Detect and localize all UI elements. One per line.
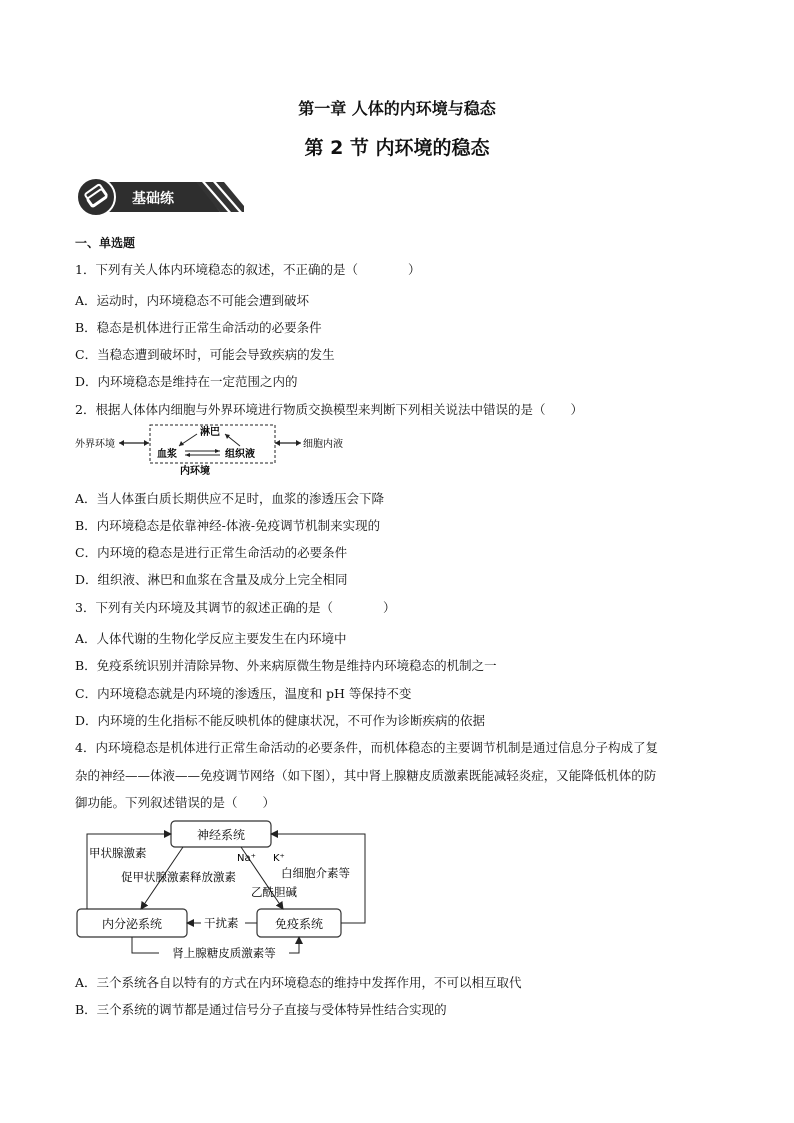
arrow-lymph-plasma (179, 434, 197, 446)
label-na-ion: Na⁺ (237, 853, 256, 864)
question-1-option-b: B．稳态是机体进行正常生命活动的必要条件 (75, 320, 322, 335)
label-intracellular-fluid: 细胞内液 (303, 439, 343, 450)
banner-label: 基础练 (132, 191, 174, 207)
question-2-stem: 2．根据人体体内细胞与外界环境进行物质交换模型来判断下列相关说法中错误的是（ ） (75, 402, 583, 417)
regulation-network-diagram (75, 815, 375, 963)
chapter-title: 第一章 人体的内环境与稳态 (298, 99, 496, 118)
arrow-tissue-lymph (225, 434, 240, 446)
label-plasma: 血浆 (157, 449, 177, 460)
arrow-outer-internal (119, 440, 149, 446)
label-lymph: 淋巴 (200, 427, 220, 438)
label-k-ion: K⁺ (273, 853, 285, 864)
question-3-option-c: C．内环境稳态就是内环境的渗透压，温度和 pH 等保持不变 (75, 686, 412, 701)
label-internal-environment: 内环境 (180, 466, 210, 477)
label-acetylcholine: 乙酰胆碱 (251, 885, 297, 899)
question-4-option-b: B．三个系统的调节都是通过信号分子直接与受体特异性结合实现的 (75, 1002, 447, 1017)
question-1-option-c: C．当稳态遭到破坏时，可能会导致疾病的发生 (75, 347, 335, 362)
question-4-stem-line-2: 杂的神经——体液——免疫调节网络（如下图），其中肾上腺糖皮质激素既能减轻炎症，又能降低机体的防 (75, 768, 657, 783)
question-4-stem-line-1: 4．内环境稳态是机体进行正常生命活动的必要条件，而机体稳态的主要调节机制是通过信息分子构成了复 (75, 740, 658, 755)
question-4-stem-line-3: 御功能。下列叙述错误的是（ ） (75, 795, 276, 810)
label-thyroid-hormone: 甲状腺激素 (89, 846, 147, 860)
question-1-option-a: A．运动时，内环境稳态不可能会遭到破坏 (75, 293, 310, 308)
question-3-option-d: D．内环境的生化指标不能反映机体的健康状况，不可作为诊断疾病的依据 (75, 713, 486, 728)
label-outer-environment: 外界环境 (75, 439, 115, 450)
question-2-option-c: C．内环境的稳态是进行正常生命活动的必要条件 (75, 545, 348, 560)
label-tissue-fluid: 组织液 (225, 449, 255, 460)
question-4-option-a: A．三个系统各自以特有的方式在内环境稳态的维持中发挥作用，不可以相互取代 (75, 975, 522, 990)
question-3-option-a: A．人体代谢的生物化学反应主要发生在内环境中 (75, 631, 347, 646)
question-2-option-b: B．内环境稳态是依靠神经-体液-免疫调节机制来实现的 (75, 518, 381, 533)
question-1-option-d: D．内环境稳态是维持在一定范围之内的 (75, 374, 298, 389)
basic-practice-banner (74, 176, 244, 218)
question-3-option-b: B．免疫系统识别并清除异物、外来病原微生物是维持内环境稳态的机制之一 (75, 658, 497, 673)
exchange-diagram (75, 422, 343, 478)
label-interferon: 干扰素 (204, 916, 239, 930)
section-title: 第 2 节 内环境的稳态 (304, 137, 490, 159)
label-glucocorticoid: 肾上腺糖皮质激素等 (172, 946, 276, 960)
label-trh: 促甲状腺激素释放激素 (121, 870, 236, 884)
question-3-stem: 3．下列有关内环境及其调节的叙述正确的是（ ） (75, 600, 396, 615)
question-2-option-a: A．当人体蛋白质长期供应不足时，血浆的渗透压会下降 (75, 491, 385, 506)
label-interleukin: 白细胞介素等 (281, 866, 350, 880)
banner-circle (77, 178, 115, 216)
nervous-system-label: 神经系统 (196, 828, 246, 842)
endocrine-system-label: 内分泌系统 (101, 917, 163, 931)
section-heading: 一、单选题 (75, 236, 136, 250)
question-1-stem: 1．下列有关人体内环境稳态的叙述，不正确的是（ ） (75, 262, 421, 277)
immune-system-label: 免疫系统 (274, 917, 324, 931)
arrow-plasma-tissue (185, 449, 220, 457)
question-2-option-d: D．组织液、淋巴和血浆在含量及成分上完全相同 (75, 572, 348, 587)
arrow-internal-intracellular (275, 440, 301, 446)
